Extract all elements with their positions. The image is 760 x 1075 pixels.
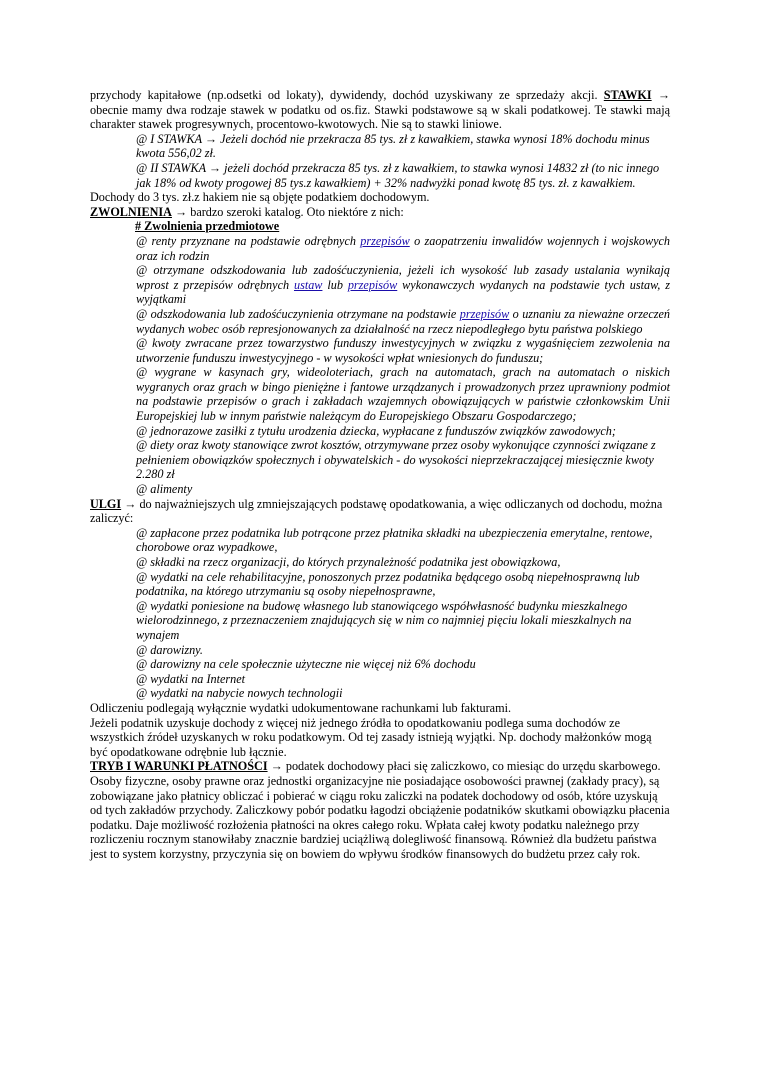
ulgi-heading: ULGI — [90, 496, 122, 511]
tryb-text: podatek dochodowy płaci się zaliczkowo, co miesiąc do urzędu skarbowego. Osoby fizyczne, osoby prawne oraz jednostki organizacyjne nie posiadające osobowości prawnej (zakłady pracy), są zobowiązane jako płatnicy obliczać i pobierać w ciągu roku zaliczki na podatek dochodowy od osób, które uzyskują od tych zakładów przychody. Zaliczkowy pobór podatku łagodzi obciążenie podatników skutkami obowiązku płacenia podatku. Daje możliwość rozłożenia płatności na okres całego roku. Wpłata całej kwoty podatku należnego przy rozliczeniu rocznym stanowiłaby znacznie bardziej uciążliwą dolegliwość finansową. Również dla budżetu państwa jest to system korzystny, przyczynia się on bowiem do wpływu środków finansowych do budżetu przez cały rok. — [90, 759, 670, 861]
ulgi-after-2: Jeżeli podatnik uzyskuje dochody z więcej niż jednego źródła to opodatkowaniu podlega suma dochodów ze wszystkich źródeł uzyskanych w roku podatkowym. Od tej zasady istnieją wyjątki. Np. dochody małżonków mogą być opodatkowane odrębnie lub łącznie. — [90, 715, 652, 759]
arrow-icon: → — [175, 204, 188, 219]
zwolnienie-item-2-text: @ otrzymane odszkodowania lub zadośćuczynienia, jeżeli ich wysokość lub zasady ustalania wynikają wprost z przepisów odrębnych — [136, 263, 670, 292]
zwolnienie-item-3-text: @ odszkodowania lub zadośćuczynienia otrzymane na podstawie — [136, 306, 460, 321]
ulgi-paragraph — [90, 497, 670, 526]
zwolnienie-item-6: @ jednorazowe zasiłki z tytułu urodzenia dziecka, wypłacane z funduszów związków zawodowych; — [136, 423, 616, 438]
arrow-icon: → — [124, 496, 137, 511]
zwolnienie-item-1-text: @ renty przyznane na podstawie odrębnych — [136, 233, 361, 248]
zwolnienia-subheading: # Zwolnienia przedmiotowe — [135, 219, 280, 234]
zwolnienie-item-2 — [136, 263, 670, 307]
zwolnienie-item-8: @ alimenty — [136, 482, 193, 497]
document-page — [90, 88, 670, 861]
zwolnienie-item-1-text-end: o zaopatrzeniu inwalidów wojennych i wojskowych oraz ich rodzin — [136, 233, 671, 263]
intro-paragraph — [90, 88, 670, 132]
zwolnienia-paragraph — [90, 205, 670, 220]
zwolnienia-heading: ZWOLNIENIA — [90, 204, 172, 219]
stawka-2-item: @ II STAWKA → jeżeli dochód przekracza 85 tys. zł z kawałkiem, to stawka wynosi 14832 zł (to nic innego jak 18% od kwoty progowej 85 tys.z kawałkiem) + 32% nadwyżki ponad kwotę 85 tys. zł. z kawałkiem. — [136, 160, 660, 190]
intro-text: przychody kapitałowe (np.odsetki od lokaty), dywidendy, dochód uzyskiwany ze sprzedaży akcji. — [90, 88, 598, 102]
ulga-item-7: @ wydatki na Internet — [136, 671, 246, 686]
ulga-item-1: @ zapłacone przez podatnika lub potrącone przez płatnika składki na ubezpieczenia emerytalne, rentowe, chorobowe oraz wypadkowe, — [136, 525, 653, 555]
arrow-icon: → — [270, 759, 283, 774]
ulga-item-3: @ wydatki na cele rehabilitacyjne, ponoszonych przez podatnika będącego osobą niepełnosprawną lub podatnika, na którego utrzymaniu są osoby niepełnosprawne, — [136, 569, 640, 599]
stawki-note: Dochody do 3 tys. zł.z hakiem nie są objęte podatkiem dochodowym. — [90, 190, 430, 205]
zwolnienie-item-4: @ kwoty zwracane przez towarzystwo funduszy inwestycyjnych w związku z wygaśnięciem zezwolenia na utworzenie funduszu inwestycyjnego - w wysokości wpłat wniesionych do funduszu; — [136, 336, 670, 365]
zwolnienie-item-3-text-end: o uznaniu za nieważne orzeczeń wydanych wobec osób represjonowanych za działalność na rzecz niepodległego bytu państwa polskiego — [136, 306, 670, 336]
przepisow-link[interactable]: przepisów — [459, 306, 510, 321]
ustaw-link[interactable]: ustaw — [293, 277, 323, 292]
zwolnienie-item-3 — [136, 307, 670, 336]
ulga-item-8: @ wydatki na nabycie nowych technologii — [136, 686, 343, 701]
zwolnienie-item-5: @ wygrane w kasynach gry, wideoloteriach, grach na automatach, grach na automatach o niskich wygranych oraz grach w bingo pieniężne i fantowe urządzanych i prowadzonych przez uprawniony podmiot na podstawie przepisów o grach i zakładach wzajemnych obowiązujących w państwie członkowskim Unii Europejskiej lub w innym państwie należącym do Europejskiego Obszaru Gospodarczego; — [136, 365, 670, 424]
zwolnienie-item-1 — [136, 234, 670, 263]
stawki-text: obecnie mamy dwa rodzaje stawek w podatku od os.fiz. Stawki podstawowe są w skali podatkowej. Te stawki mają charakter stawek progresywnych, procentowo-kwotowych. Nie są to stawki liniowe. — [90, 102, 670, 132]
przepisow-link[interactable]: przepisów — [360, 233, 410, 248]
przepisow-link[interactable]: przepisów — [347, 277, 398, 292]
tryb-paragraph — [90, 759, 670, 861]
ulga-item-5: @ darowizny. — [136, 642, 203, 657]
zwolnienie-item-7: @ diety oraz kwoty stanowiące zwrot kosztów, otrzymywane przez osoby wykonujące czynności związane z pełnieniem obowiązków społecznych i obywatelskich - do wysokości nieprzekraczającej miesięcznie kwoty 2.280 zł — [136, 438, 656, 482]
tryb-heading: TRYB I WARUNKI PŁATNOŚCI — [90, 759, 268, 774]
arrow-icon: → — [657, 88, 671, 102]
zwolnienie-item-2-text-end: wykonawczych wydanych na podstawie tych ustaw, z wyjątkami — [136, 277, 671, 307]
stawki-heading: STAWKI — [603, 88, 652, 102]
ulga-item-6: @ darowizny na cele społecznie użyteczne nie więcej niż 6% dochodu — [136, 657, 476, 672]
zwolnienie-item-2-mid: lub — [322, 277, 348, 292]
stawka-1-item: @ I STAWKA → Jeżeli dochód nie przekracza 85 tys. zł z kawałkiem, stawka wynosi 18% dochodu minus kwota 556,02 zł. — [136, 131, 650, 161]
ulga-item-4: @ wydatki poniesione na budowę własnego lub stanowiącego współwłasność budynku mieszkalnego wielorodzinnego, z przeznaczeniem znajdujących się w nim co najmniej pięciu lokali mieszkalnych na wynajem — [136, 598, 632, 642]
zwolnienia-text: bardzo szeroki katalog. Oto niektóre z nich: — [187, 204, 404, 219]
ulgi-text: do najważniejszych ulg zmniejszających podstawę opodatkowania, a więc odliczanych od dochodu, można zaliczyć: — [90, 496, 663, 526]
ulga-item-2: @ składki na rzecz organizacji, do których przynależność podatnika jest obowiązkowa, — [136, 555, 561, 569]
ulgi-after-1: Odliczeniu podlegają wyłącznie wydatki udokumentowane rachunkami lub fakturami. — [90, 700, 512, 715]
